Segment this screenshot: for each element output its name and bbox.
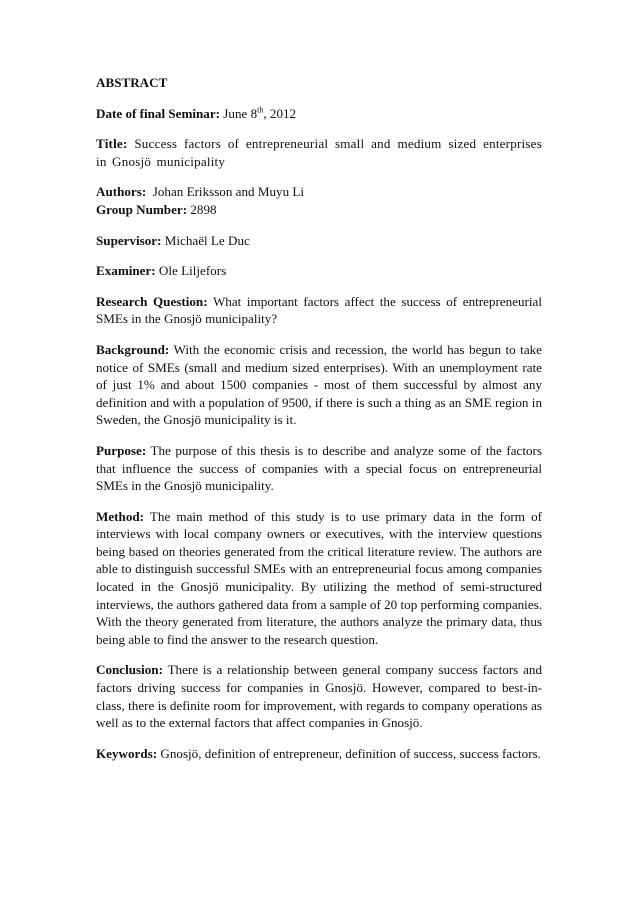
conclusion: [96, 661, 542, 731]
examiner-label: Examiner:: [96, 263, 156, 279]
seminar-date-value-sup: th: [257, 105, 264, 115]
seminar-date-label: Date of final Seminar:: [96, 105, 221, 121]
authors-label: Authors:: [96, 184, 147, 200]
research-question-value: What important factors affect the success of entrepreneurial SMEs in the Gnosjö municipality?: [96, 293, 542, 327]
abstract-heading: ABSTRACT: [96, 75, 168, 90]
background-value: With the economic crisis and recession, the world has begun to take notice of SMEs (small and medium sized enterprises). With an unemployment rate of just 1% and about 1500 companies - most of them successful by almost any definition and with a population of 9500, if there is such a thing as an SME region in Sweden, the Gnosjö municipality is it.: [96, 341, 542, 428]
research-question: [96, 293, 542, 328]
seminar-date: [96, 105, 542, 123]
group-number: [96, 201, 542, 219]
method-value: The main method of this study is to use primary data in the form of interviews with local company owners or executives, with the interview questions being based on theories generated from the critical literature review. The authors are able to distinguish successful SMEs with an entrepreneurial focus among companies located in the Gnosjö municipality. By utilizing the method of semi-structured interviews, the authors gathered data from a sample of 20 top performing companies. With the theory generated from literature, the authors analyze the primary data, thus being able to find the answer to the research question.: [96, 508, 542, 647]
supervisor-label: Supervisor:: [96, 232, 162, 248]
authors-value: Johan Eriksson and Muyu Li: [152, 184, 305, 200]
thesis-title: [96, 135, 542, 170]
purpose: [96, 442, 542, 495]
conclusion-label: Conclusion:: [96, 662, 163, 678]
background: [96, 341, 542, 429]
group-number-label: Group Number:: [96, 201, 188, 217]
seminar-date-value-pre: June 8: [223, 105, 258, 121]
examiner: [96, 262, 542, 280]
purpose-label: Purpose:: [96, 442, 147, 458]
supervisor: [96, 232, 542, 250]
keywords-label: Keywords:: [96, 745, 158, 761]
group-number-value: 2898: [190, 201, 217, 217]
abstract-page: [96, 74, 542, 775]
purpose-value: The purpose of this thesis is to describe and analyze some of the factors that influence the success of companies with a special focus on entrepreneurial SMEs in the Gnosjö municipality.: [96, 442, 542, 494]
method-label: Method:: [96, 508, 145, 524]
supervisor-value: Michaël Le Duc: [164, 232, 250, 248]
keywords-value: Gnosjö, definition of entrepreneur, definition of success, success factors.: [160, 745, 541, 761]
thesis-title-label: Title:: [96, 136, 128, 152]
background-label: Background:: [96, 341, 170, 357]
research-question-label: Research Question:: [96, 293, 208, 309]
seminar-date-value-post: , 2012: [263, 105, 297, 121]
conclusion-value: There is a relationship between general company success factors and factors driving success for companies in Gnosjö. However, compared to best-in-class, there is definite room for improvement, with regards to company operations as well as to the external factors that affect companies in Gnosjö.: [96, 662, 542, 731]
keywords: [96, 745, 542, 763]
authors: [96, 183, 542, 201]
thesis-title-value: Success factors of entrepreneurial small and medium sized enterprises in Gnosjö municipality: [96, 136, 542, 169]
method: [96, 508, 542, 649]
examiner-value: Ole Liljefors: [158, 263, 227, 279]
